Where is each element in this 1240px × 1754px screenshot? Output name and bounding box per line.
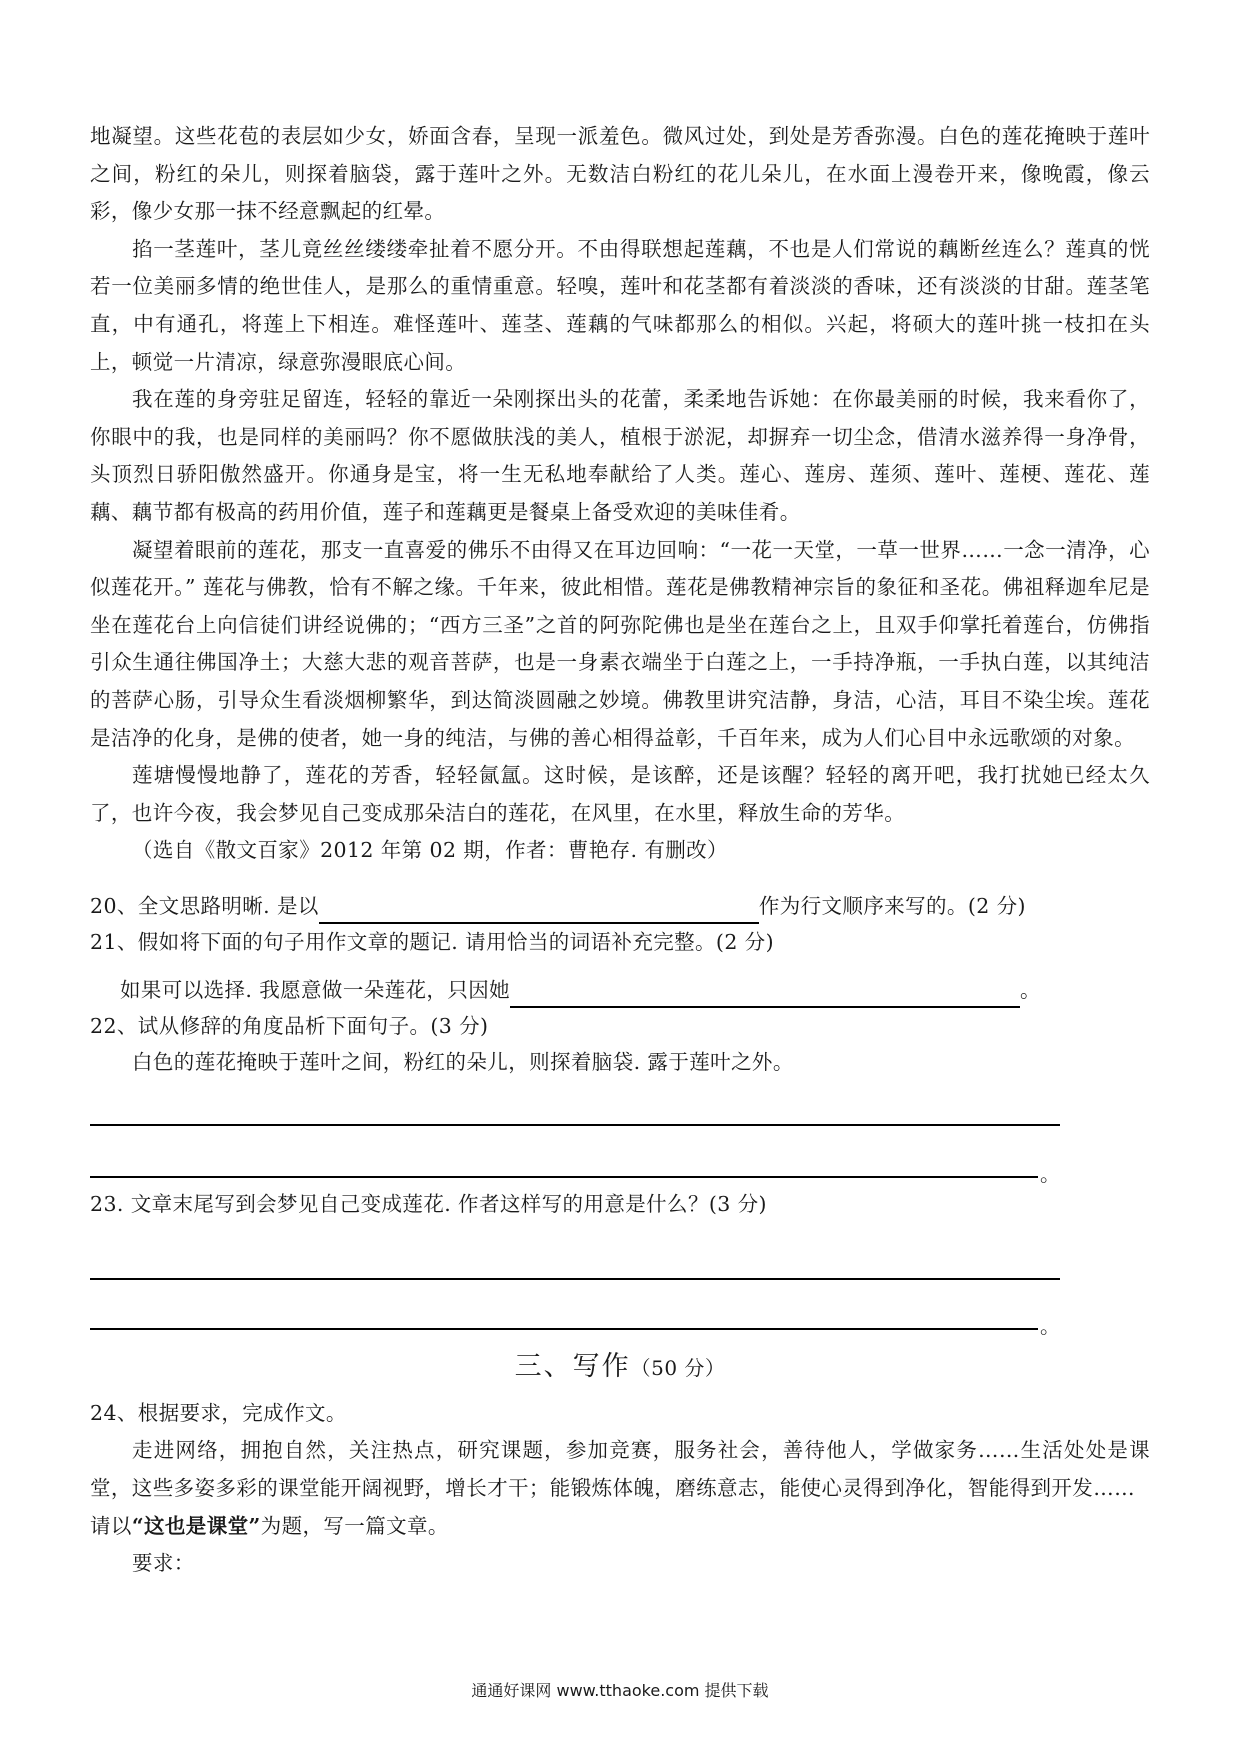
question-22-answer-row-1[interactable] — [90, 1080, 1150, 1136]
writing-prompt: 走进网络，拥抱自然，关注热点，研究课题，参加竞赛，服务社会，善待他人，学做家务……生活处处是课堂，这些多姿多彩的课堂能开阔视野，增长才干；能锻炼体魄，磨练意志，能使心灵得到净化，智能得到开发…… — [90, 1438, 1150, 1501]
passage-source: （选自《散文百家》2012 年第 02 期，作者：曹艳存. 有删改） — [132, 838, 728, 863]
passage-paragraph-3: 我在莲的身旁驻足留连，轻轻的靠近一朵刚探出头的花蕾，柔柔地告诉她：在你最美丽的时候，我来看你了，你眼中的我，也是同样的美丽吗？你不愿做肤浅的美人，植根于淤泥，却摒弃一切尘念，借清水滋养得一身净骨，头顶烈日骄阳傲然盛开。你通身是宝，将一生无私地奉献给了人类。莲心、莲房、莲须、莲叶、莲梗、莲花、莲藕、藕节都有极高的药用价值，莲子和莲藕更是餐桌上备受欢迎的美味佳肴。 — [90, 387, 1150, 524]
writing-title-prefix: 请以 — [90, 1513, 132, 1538]
page-content — [90, 118, 1150, 1583]
writing-requirements-label: 要求： — [132, 1551, 195, 1576]
writing-section-points: （50 分） — [630, 1355, 726, 1380]
answer-line-period: 。 — [1040, 1161, 1060, 1186]
question-21: 21、假如将下面的句子用作文章的题记. 请用恰当的词语补充完整。(2 分) — [90, 929, 774, 954]
answer-line[interactable] — [90, 1278, 1060, 1280]
question-20-suffix: 作为行文顺序来写的。(2 分) — [758, 893, 1026, 918]
answer-line[interactable] — [90, 1124, 1060, 1126]
question-22-answer-row-2[interactable] — [90, 1136, 1150, 1184]
passage-paragraph-2: 掐一茎莲叶，茎儿竟丝丝缕缕牵扯着不愿分开。不由得联想起莲藕，不也是人们常说的藕断丝连么？莲真的恍若一位美丽多情的绝世佳人，是那么的重情重意。轻嗅，莲叶和花茎都有着淡淡的香味，还有淡淡的甘甜。莲茎笔直，中有通孔，将莲上下相连。难怪莲叶、莲茎、莲藕的气味都那么的相似。兴起，将硕大的莲叶挑一枝扣在头上，顿觉一片清凉，绿意弥漫眼底心间。 — [90, 236, 1150, 374]
question-20 — [90, 888, 1150, 924]
page-footer: 通通好课网 www.tthaoke.com 提供下载 — [471, 1681, 769, 1700]
question-20-blank[interactable] — [319, 896, 759, 924]
question-20-prefix: 20、全文思路明晰. 是以 — [90, 893, 319, 918]
question-21-prefix: 如果可以选择. 我愿意做一朵莲花，只因她 — [120, 977, 511, 1002]
answer-line[interactable] — [90, 1328, 1038, 1330]
question-22: 22、试从修辞的角度品析下面句子。(3 分) — [90, 1013, 489, 1038]
question-23: 23. 文章末尾写到会梦见自己变成莲花. 作者这样写的用意是什么？(3 分) — [90, 1191, 767, 1216]
writing-title-topic: “这也是课堂” — [131, 1513, 261, 1538]
passage-paragraph-5: 莲塘慢慢地静了，莲花的芳香，轻轻氤氲。这时候，是该醉，还是该醒？轻轻的离开吧，我打扰她已经太久了，也许今夜，我会梦见自己变成那朵洁白的莲花，在风里，在水里，释放生命的芳华。 — [90, 763, 1150, 825]
question-24: 24、根据要求，完成作文。 — [90, 1400, 347, 1425]
passage-paragraph-1: 地凝望。这些花苞的表层如少女，娇面含春，呈现一派羞色。微风过处，到处是芳香弥漫。白色的莲花掩映于莲叶之间，粉红的朵儿，则探着脑袋，露于莲叶之外。无数洁白粉红的花儿朵儿，在水面上漫卷开来，像晚霞，像云彩，像少女那一抹不经意飘起的红晕。 — [90, 124, 1150, 224]
writing-section-heading: 三、写作 — [514, 1350, 631, 1382]
writing-title-instruction — [90, 1508, 1150, 1546]
answer-line[interactable] — [90, 1176, 1038, 1178]
question-22-sentence: 白色的莲花掩映于莲叶之间，粉红的朵儿，则探着脑袋. 露于莲叶之外。 — [132, 1049, 794, 1074]
question-21-sentence — [90, 972, 1150, 1008]
question-23-answer-row-2[interactable] — [90, 1290, 1150, 1338]
question-21-suffix: 。 — [1020, 977, 1041, 1002]
question-21-blank[interactable] — [510, 980, 1020, 1008]
writing-section-title — [90, 1344, 1150, 1391]
question-23-answer-row-1[interactable] — [90, 1222, 1150, 1290]
writing-title-suffix: 为题，写一篇文章。 — [260, 1513, 449, 1538]
answer-line-period: 。 — [1040, 1313, 1060, 1338]
passage-paragraph-4: 凝望着眼前的莲花，那支一直喜爱的佛乐不由得又在耳边回响：“一花一天堂，一草一世界……一念一清净，心似莲花开。” 莲花与佛教，恰有不解之缘。千年来，彼此相惜。莲花是佛教精神宗旨的象征和圣花。佛祖释迦牟尼是坐在莲花台上向信徒们讲经说佛的；“西方三圣”之首的阿弥陀佛也是坐在莲台之上，且双手仰掌托着莲台，仿佛指引众生通往佛国净土；大慈大悲的观音菩萨，也是一身素衣端坐于白莲之上，一手持净瓶，一手执白莲，以其纯洁的菩萨心肠，引导众生看淡烟柳繁华，到达简淡圆融之妙境。佛教里讲究洁静，身洁，心洁，耳目不染尘埃。莲花是洁净的化身，是佛的使者，她一身的纯洁，与佛的善心相得益彰，千百年来，成为人们心目中永远歌颂的对象。 — [90, 537, 1150, 750]
